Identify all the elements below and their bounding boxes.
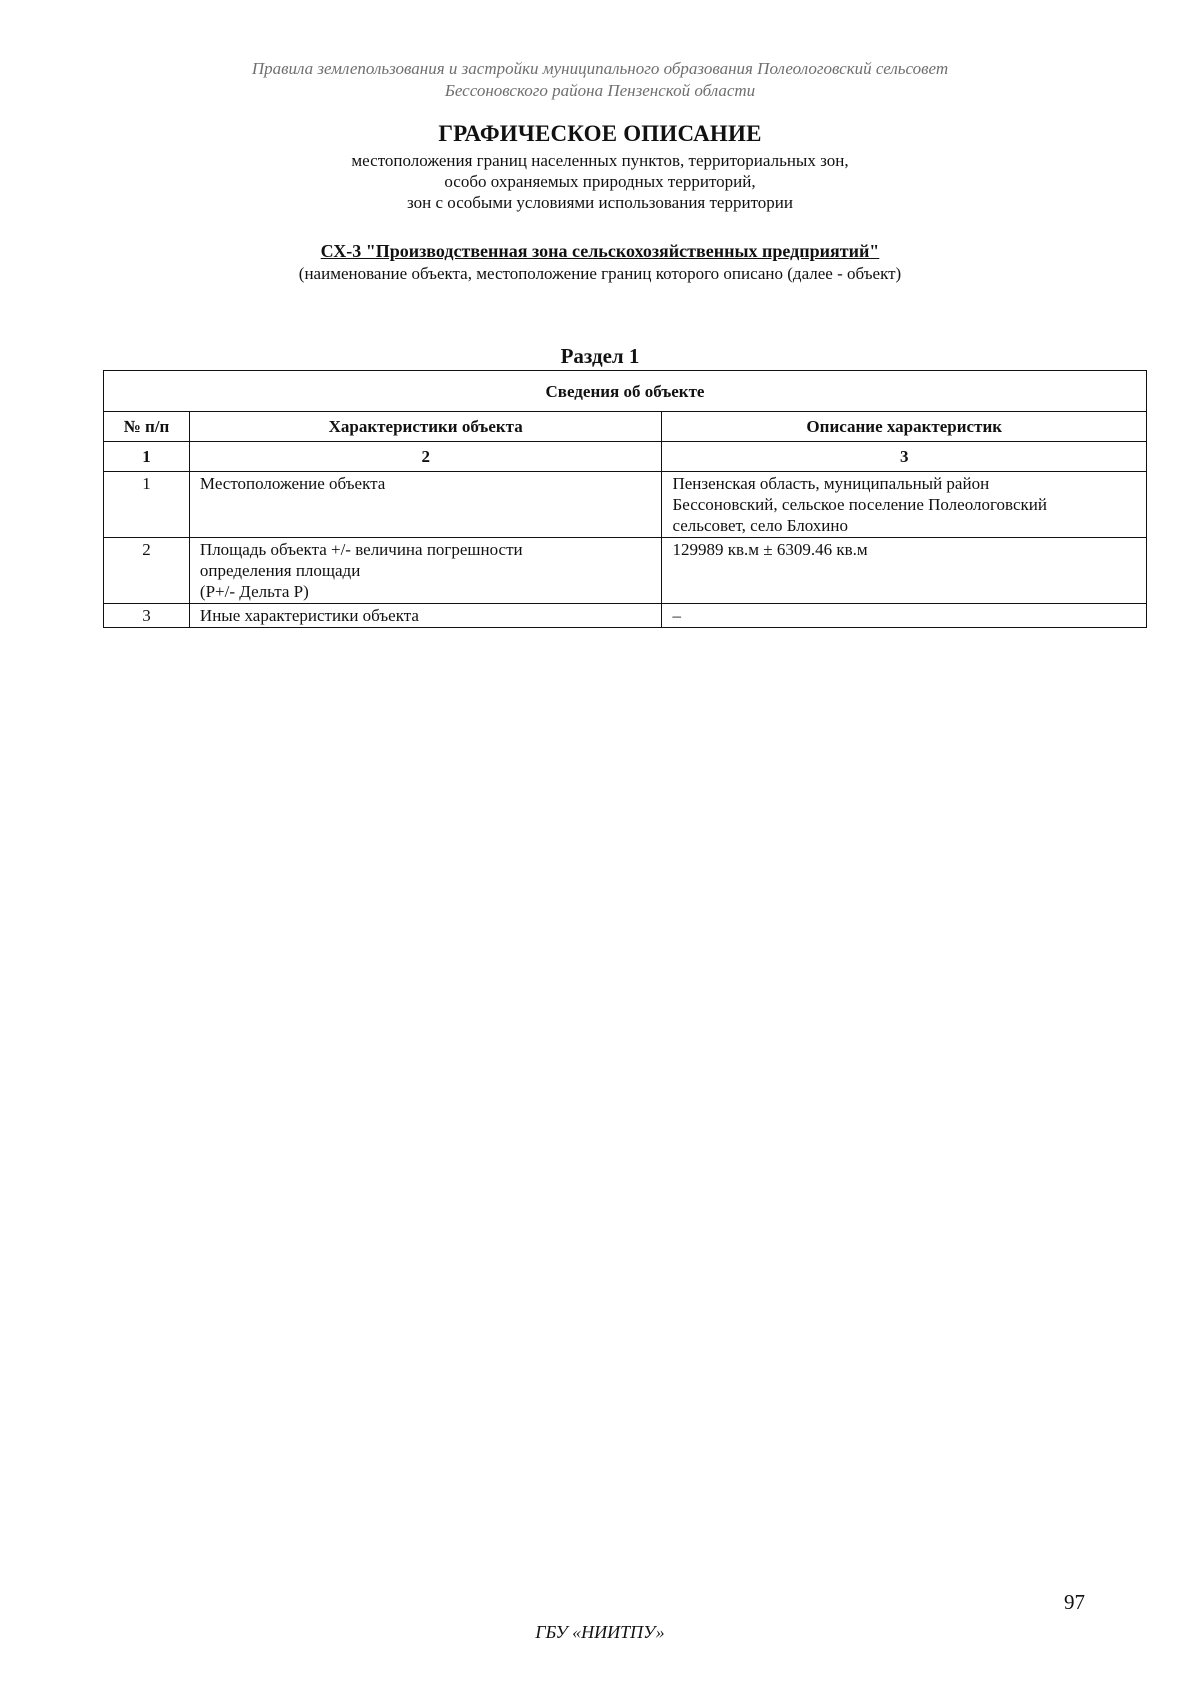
description-line: Бессоновский, сельское поселение Полеологовский [672, 495, 1047, 514]
row-number: 1 [104, 472, 190, 538]
running-header-line-2: Бессоновского района Пензенской области [444, 81, 756, 100]
subtitle-line-2: особо охраняемых природных территорий, [444, 172, 756, 191]
column-header-number: № п/п [104, 412, 190, 442]
table-caption-row [104, 371, 1147, 412]
column-header-description: Описание характеристик [662, 412, 1147, 442]
characteristic-line: Площадь объекта +/- величина погрешности [199, 540, 523, 559]
row-description [662, 538, 1147, 604]
section-title: Раздел 1 [560, 344, 640, 368]
description-line: 129989 кв.м ± 6309.46 кв.м [672, 540, 868, 559]
object-info-table [103, 370, 1147, 628]
row-number: 2 [104, 538, 190, 604]
running-header-line-1: Правила землепользования и застройки муниципального образования Полеологовский сельсовет [251, 59, 949, 78]
row-characteristic [189, 472, 662, 538]
row-description [662, 604, 1147, 628]
column-numbers-row [104, 442, 1147, 472]
column-number-3: 3 [662, 442, 1147, 472]
object-caption: (наименование объекта, местоположение границ которого описано (далее - объект) [298, 264, 902, 283]
table-row [104, 472, 1147, 538]
page-number: 97 [1064, 1590, 1085, 1614]
table-row [104, 604, 1147, 628]
row-characteristic [189, 604, 662, 628]
column-number-1: 1 [104, 442, 190, 472]
description-line: сельсовет, село Блохино [672, 516, 848, 535]
footer-organization: ГБУ «НИИТПУ» [535, 1622, 665, 1642]
table-caption: Сведения об объекте [104, 371, 1147, 412]
object-name: СХ-3 "Производственная зона сельскохозяйственных предприятий" [320, 241, 880, 261]
characteristic-line: (P+/- Дельта P) [199, 582, 309, 601]
subtitle-line-3: зон с особыми условиями использования территории [407, 193, 793, 212]
column-header-characteristic: Характеристики объекта [189, 412, 662, 442]
running-header [0, 58, 1200, 102]
description-line: Пензенская область, муниципальный район [672, 474, 990, 493]
document-title: ГРАФИЧЕСКОЕ ОПИСАНИЕ [438, 121, 762, 146]
column-number-2: 2 [189, 442, 662, 472]
row-description [662, 472, 1147, 538]
characteristic-line: Местоположение объекта [199, 474, 386, 493]
description-line: – [672, 606, 681, 625]
subtitle-line-1: местоположения границ населенных пунктов, территориальных зон, [351, 151, 849, 170]
characteristic-line: Иные характеристики объекта [199, 606, 419, 625]
row-number: 3 [104, 604, 190, 628]
table-header-row [104, 412, 1147, 442]
table-row [104, 538, 1147, 604]
characteristic-line: определения площади [199, 561, 361, 580]
document-subtitle [0, 150, 1200, 213]
row-characteristic [189, 538, 662, 604]
